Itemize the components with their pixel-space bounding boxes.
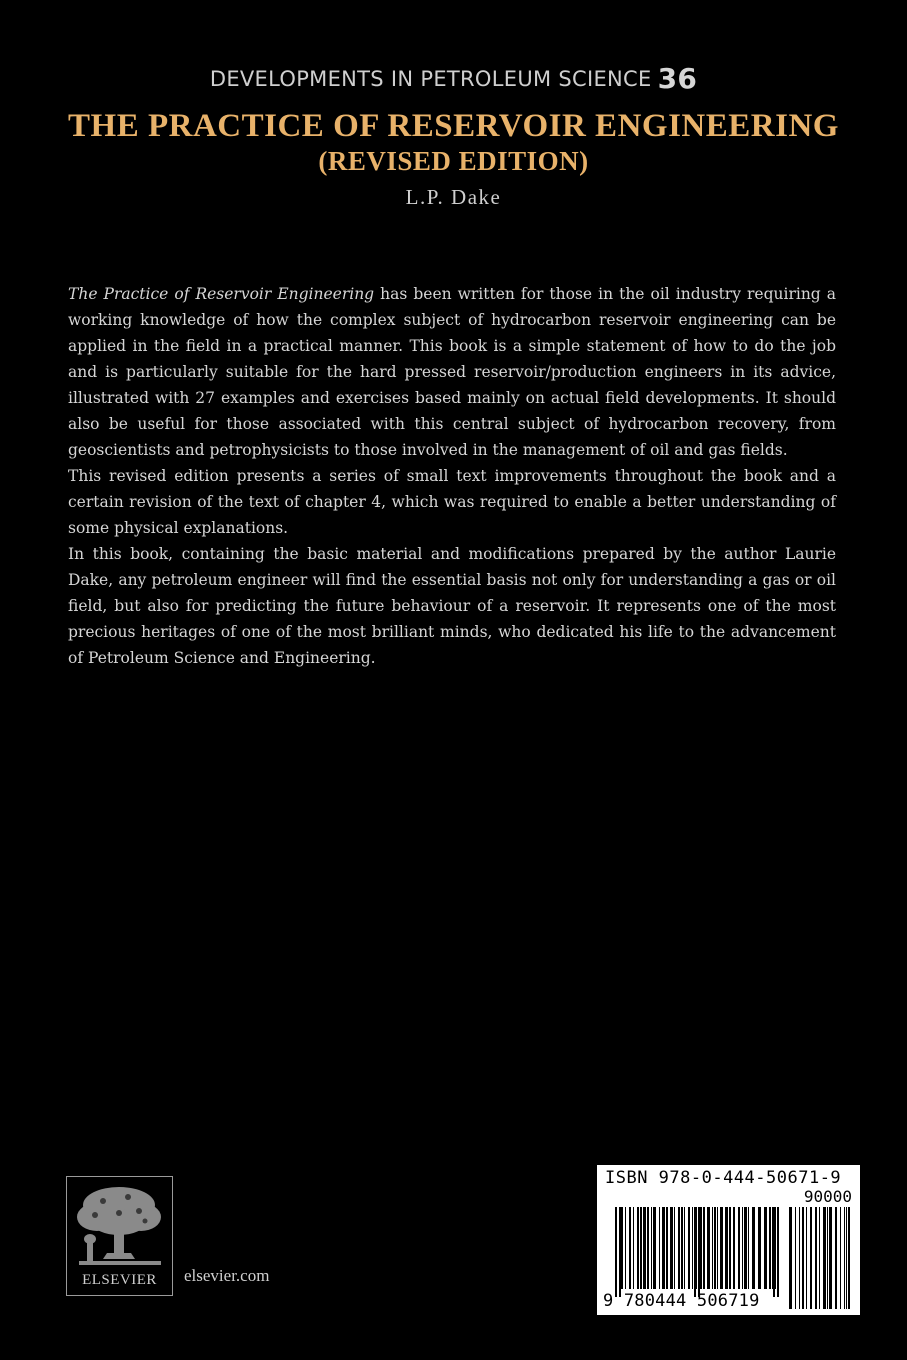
barcode-bar xyxy=(692,1207,693,1289)
barcode-bar xyxy=(748,1207,749,1289)
elsevier-tree-icon xyxy=(73,1183,166,1271)
isbn-barcode xyxy=(597,1165,860,1315)
barcode-guard-bar xyxy=(773,1207,775,1297)
series-number: 36 xyxy=(657,62,698,95)
price-addon-text: 90000 xyxy=(803,1187,852,1206)
barcode-bar xyxy=(848,1207,850,1309)
barcode-bar xyxy=(729,1207,731,1289)
blurb-paragraph-2: This revised edition presents a series of small text improvements throughout the book and a certain revision of the text of chapter 4, which was required to enable a better understanding of some physical explanations. xyxy=(68,467,836,537)
barcode-bar xyxy=(835,1207,837,1309)
blurb-paragraph-3: In this book, containing the basic material and modifications prepared by the author Laurie Dake, any petroleum engineer will find the essential basis not only for understanding a gas or oil field, but also for predicting the future behaviour of a reservoir. It represents one of the most precious heritages of one of the most brilliant minds, who dedicated his life to the advancement of Petroleum Science and Engineering. xyxy=(68,545,836,667)
barcode-bar xyxy=(744,1207,747,1289)
publisher-logo xyxy=(66,1176,173,1296)
barcode-bar xyxy=(707,1207,710,1289)
blurb-p1-text: has been written for those in the oil industry requiring a working knowledge of how the complex subject of hydrocarbon reservoir engineering can be applied in the field in a practical manner. This book is a simple statement of how to do the job and is particularly suitable for the hard pressed reservoir/production engineers in its advice, illustrated with 27 examples and exercises based mainly on actual field developments. It should also be useful for those associated with this central subject of hydrocarbon recovery, from geoscientists and petrophysicists to those involved in the management of oil and gas fields. xyxy=(68,285,836,459)
blurb xyxy=(68,281,836,671)
book-subtitle: (REVISED EDITION) xyxy=(318,146,589,176)
publisher-website: elsevier.com xyxy=(184,1266,270,1285)
publisher-name: ELSEVIER xyxy=(82,1272,157,1288)
barcode-bar xyxy=(662,1207,665,1289)
barcode-bar xyxy=(629,1207,631,1289)
barcode-bar xyxy=(752,1207,755,1289)
barcode-guard-bar xyxy=(777,1207,779,1297)
barcode-bar xyxy=(772,1207,773,1289)
barcode-bar xyxy=(688,1207,690,1289)
barcode-bar xyxy=(840,1207,841,1309)
barcode-bar xyxy=(846,1207,847,1309)
barcode-bar xyxy=(712,1207,713,1289)
barcode-bar xyxy=(647,1207,649,1289)
barcode-bar xyxy=(802,1207,804,1309)
barcode-bar xyxy=(720,1207,723,1289)
barcode-bar xyxy=(799,1207,800,1309)
barcode-bar xyxy=(806,1207,807,1309)
barcode-bar xyxy=(742,1207,743,1289)
barcode-guard-bar xyxy=(619,1207,621,1297)
barcode-bar xyxy=(789,1207,792,1309)
barcode-bar xyxy=(764,1207,767,1289)
book-title: THE PRACTICE OF RESERVOIR ENGINEERING xyxy=(68,108,839,144)
barcode-bar xyxy=(640,1207,642,1289)
isbn-text: ISBN 978-0-444-50671-9 xyxy=(605,1168,842,1188)
barcode-bar xyxy=(696,1207,697,1289)
barcode-bar xyxy=(684,1207,685,1289)
barcode-bar xyxy=(775,1207,776,1289)
book-author: L.P. Dake xyxy=(405,185,502,209)
barcode-bar xyxy=(700,1207,702,1289)
barcode-bar xyxy=(725,1207,728,1289)
barcode-bar xyxy=(666,1207,668,1289)
barcode-bar xyxy=(637,1207,639,1289)
barcode-bar xyxy=(643,1207,646,1289)
barcode-bar xyxy=(827,1207,828,1309)
barcode-bar xyxy=(659,1207,660,1289)
barcode-bar xyxy=(810,1207,812,1309)
barcode-guard-bar xyxy=(615,1207,617,1297)
ean-digits: 9 780444 506719 xyxy=(603,1291,760,1311)
barcode-bar xyxy=(670,1207,673,1289)
blurb-title-italic: The Practice of Reservoir Engineering xyxy=(68,285,375,303)
barcode-bar xyxy=(829,1207,832,1309)
barcode-bar xyxy=(633,1207,634,1289)
barcode-bar xyxy=(651,1207,652,1289)
barcode-bar xyxy=(819,1207,820,1309)
barcode-bar xyxy=(678,1207,680,1289)
barcode-bar xyxy=(769,1207,771,1289)
barcode-bar xyxy=(625,1207,626,1289)
barcode-bar xyxy=(795,1207,796,1309)
barcode-bar xyxy=(758,1207,761,1289)
series-name: DEVELOPMENTS IN PETROLEUM SCIENCE xyxy=(209,67,652,91)
barcode-bar xyxy=(733,1207,735,1289)
barcode-bar xyxy=(714,1207,716,1289)
barcode-guard-bar xyxy=(698,1207,700,1297)
barcode-bar xyxy=(717,1207,718,1289)
blurb-paragraph-1 xyxy=(68,281,836,463)
barcode-bar xyxy=(844,1207,845,1309)
barcode-bar xyxy=(621,1207,623,1289)
series-title xyxy=(0,62,907,95)
barcode-bar xyxy=(815,1207,817,1309)
barcode-bar xyxy=(823,1207,826,1309)
barcode-guard-bar xyxy=(694,1207,696,1297)
barcode-bar xyxy=(653,1207,656,1289)
barcode-bar xyxy=(681,1207,683,1289)
barcode-bar xyxy=(674,1207,675,1289)
barcode-bar xyxy=(738,1207,740,1289)
barcode-bar xyxy=(703,1207,705,1289)
